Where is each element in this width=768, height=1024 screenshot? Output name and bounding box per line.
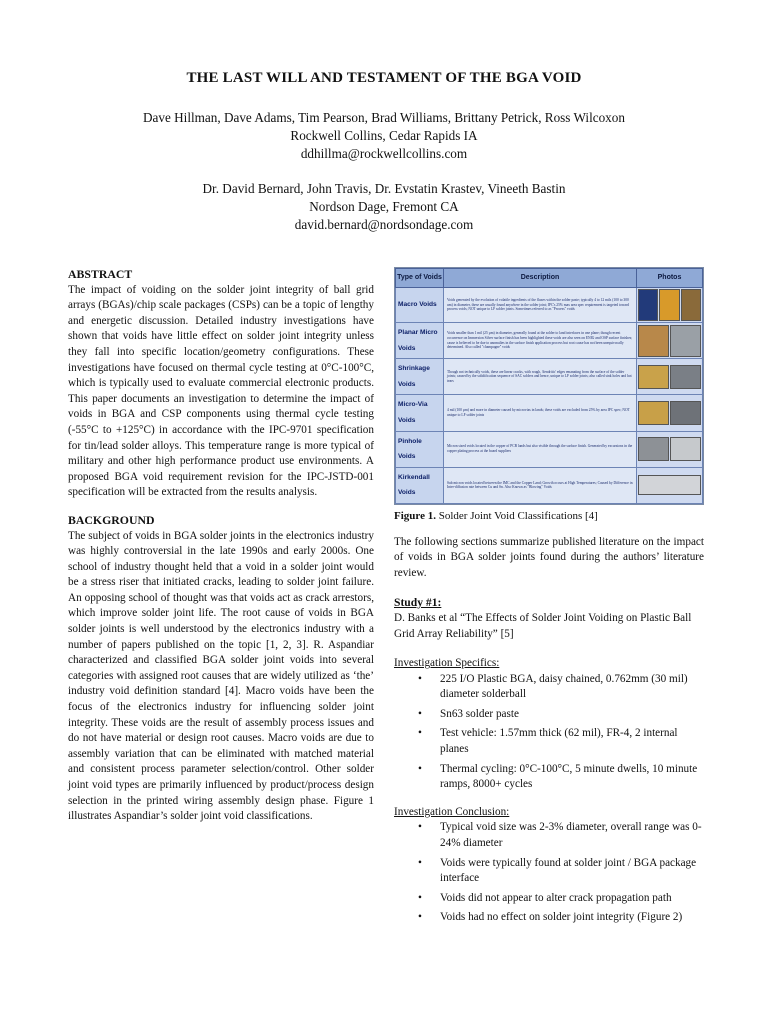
list-item: • Typical void size was 2-3% diameter, overall range was 0-24% diameter [394,820,704,851]
void-photos [637,323,703,359]
header-type: Type of Voids [396,269,444,288]
intro-paragraph: The following sections summarize published literature on the impact of voids in BGA solder joints found during the authors’ literature review. [394,535,704,579]
list-item: • 225 I/O Plastic BGA, daisy chained, 0.762mm (30 mil) diameter solderball [394,672,704,703]
void-photos [637,467,703,503]
background-text: The subject of voids in BGA solder joints in the electronics industry was highly controversial in the late 1990s and early 2000s. One school of industry thought held that a void in a solder joint would be a stress riser that initiated cracks, leading to solder joint failure. An opposing school of thought was that voids act as crack arrestors, which improve solder joint life. The root cause of voids in BGA solder joints is well understood by the electronics industry with a number of papers published on the topic [1, 2, 3]. R. Aspandiar characterized and classified BGA solder joint voids into several categories with assigned root causes that are widely utilized as ‘the’ industry void definition standard [4]. Macro voids have been the focus of the electronics industry for influencing solder joint integrity. These voids are the result of assembly process issues and do not have material or design root causes. Macro voids are due to assembly variation that can be eliminated with matched material and consistent process parameter selection/control. Other solder joint void types are primarily influenced by product/process design selection in the printed wiring assembly design phase. Figure 1 illustrates Aspandiar’s solder joint void classifications. [68,529,374,823]
table-row [396,359,703,395]
void-type: Pinhole Voids [396,431,444,467]
list-item: • Voids were typically found at solder joint / BGA package interface [394,856,704,887]
email-1[interactable]: ddhillma@rockwellcollins.com [300,146,468,161]
specifics-list [394,672,704,793]
table-row [396,467,703,503]
organization-2: Nordson Dage, Fremont CA [309,199,459,214]
void-photos [637,431,703,467]
table-row [396,431,703,467]
caption-label: Figure 1. [394,509,436,522]
table-row [396,395,703,431]
affiliation-block-2 [0,180,768,234]
figure-1-table [394,267,704,505]
right-column [394,267,704,930]
void-type: Shrinkage Voids [396,359,444,395]
background-heading: BACKGROUND [68,512,155,527]
list-item: • Voids did not appear to alter crack propagation path [394,891,704,907]
abstract-text: The impact of voiding on the solder joint integrity of ball grid arrays (BGAs)/chip scale packages (CSPs) can be a topic of lengthy and energetic discussion. Detailed industry investigations have shown that voids have little effect on solder joint integrity unless they fall into specific location/geometry configurations. These investigations have focused on thermal cycle testing at 0°C-100°C, which is typically used to evaluate commercial electronic products. This paper documents an investigation to determine the impact of voids in BGA and CSP components using thermal cycle testing (-55°C to +125°C) in accordance with the IPC-9701 specification for tin/lead solder alloys. This temperature range is more typical of military and other high performance product use environments. A proposed BGA void requirement revision for the IPC-JSTD-001 specification will be extracted from the results analysis. [68,283,374,499]
study-1-reference: D. Banks et al “The Effects of Solder Joint Voiding on Plastic Ball Grid Array Reliability” [5] [394,611,692,640]
list-item: • Thermal cycling: 0°C-100°C, 5 minute dwells, 10 minute ramps, 8000+ cycles [394,762,704,793]
list-item: • Voids had no effect on solder joint integrity (Figure 2) [394,910,704,926]
void-type: Macro Voids [396,288,444,323]
void-type: Micro-Via Voids [396,395,444,431]
left-column [68,267,374,825]
specifics-heading: Investigation Specifics: [394,657,500,670]
list-item: • Sn63 solder paste [394,707,704,723]
abstract-heading: ABSTRACT [68,267,133,281]
void-photos [637,395,703,431]
table-row [396,288,703,323]
void-description: Voids generated by the evolution of volatile ingredients of the fluxes within the solder paste; typically 4 to 12 mils (100 to 300 um) in diameter, these are usually found anywhere in the solder joint; IPC's 25% max area spec requirement is targeted toward process voids; NOT unique to LF solder joints. Sometimes referred to as "Process" voids [444,288,637,323]
void-photos [637,359,703,395]
conclusion-heading: Investigation Conclusion: [394,805,510,818]
authors-2: Dr. David Bernard, John Travis, Dr. Evstatin Krastev, Vineeth Bastin [202,181,566,196]
header-description: Description [444,269,637,288]
void-description: Though not technically voids, these are linear cracks, with rough, 'dendritic' edges emanating from the surface of the solder joints; caused by the solidification sequence of SAC solders and hence, unique to LF solder joints; also called sink holes and hot tears [444,359,637,395]
paper-title: THE LAST WILL AND TESTAMENT OF THE BGA VOID [186,70,582,86]
void-type: Kirkendall Voids [396,467,444,503]
list-item: • Test vehicle: 1.57mm thick (62 mil), FR-4, 2 internal planes [394,726,704,757]
authors-1: Dave Hillman, Dave Adams, Tim Pearson, Brad Williams, Brittany Petrick, Ross Wilcoxon [143,110,625,125]
header-photos: Photos [637,269,703,288]
email-2[interactable]: david.bernard@nordsondage.com [294,217,474,232]
figure-1-caption [394,509,704,525]
void-description: 4 mil (100 µm) and more in diameter caused by microvias in lands; these voids are excluded from 25% by area IPC spec; NOT unique to LF solder joints [444,395,637,431]
conclusion-list [394,820,704,926]
table-row [396,323,703,359]
void-description: Voids smaller than 1 mil (25 µm) in diameter, generally found at the solder to land interfaces in one plane; though recent occurrence on Immersion Silver surface finish has been highlighted these voids are also seen on ENIG and OSP surface finishes; cause is believed to be due to anomalies in the surface finish application process but root cause has not been unequivocally determined. Also called "champagne" voids [444,323,637,359]
void-photos [637,288,703,323]
caption-text: Solder Joint Void Classifications [4] [435,509,598,522]
void-description: Micron sized voids located in the copper of PCB lands but also visible through the surface finish. Generated by excursions in the copper plating process at the board suppliers [444,431,637,467]
affiliation-block-1 [0,109,768,163]
void-description: Sub micron voids located between the IMC and the Copper Land; Growth occurs at High Temperatures; Caused by Difference in Inter-diffusion rate between Cu and Sn. Also Known as "Blowing" Voids [444,467,637,503]
study-1-heading: Study #1: [394,596,442,610]
void-type: Planar Micro Voids [396,323,444,359]
organization-1: Rockwell Collins, Cedar Rapids IA [290,128,478,143]
